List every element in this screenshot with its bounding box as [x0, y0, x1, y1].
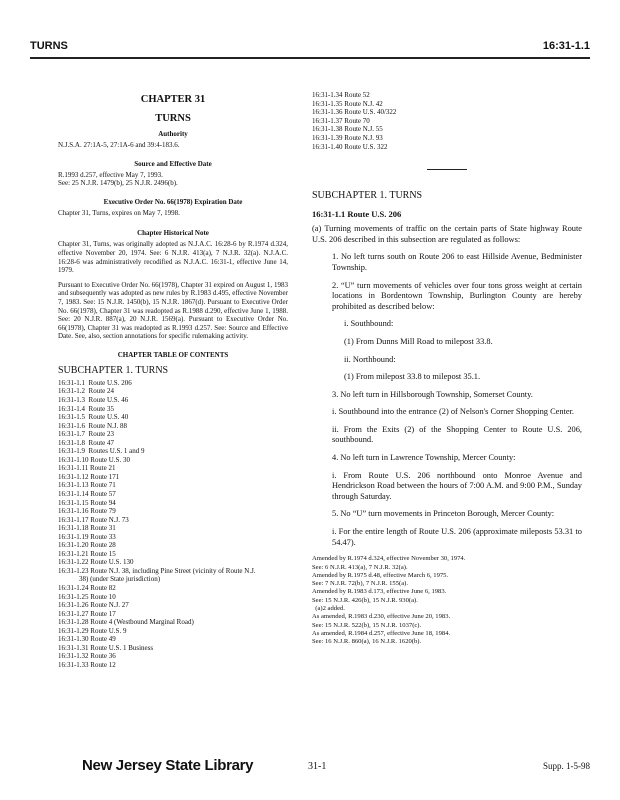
- item-2-ii-1: (1) From milepost 33.8 to milepost 35.1.: [344, 372, 481, 382]
- toc-entry: 16:31-1.17 Route N.J. 73: [58, 515, 129, 524]
- amendment-line: As amended, R.1984 d.257, effective June 18, 1984.: [312, 629, 451, 637]
- toc-entry: 16:31-1.28 Route 4 (Westbound Marginal Road): [58, 618, 194, 627]
- item-1: 1. No left turns south on Route 206 to east Hillside Avenue, Bedminister Township.: [332, 252, 582, 272]
- source-line-2: See: 25 N.J.R. 1479(b), 25 N.J.R. 2496(b).: [58, 179, 178, 188]
- toc-heading: CHAPTER TABLE OF CONTENTS: [117, 350, 229, 359]
- amendment-line: Amended by R.1974 d.324, effective November 30, 1974.: [312, 555, 466, 563]
- amendment-line: See: 7 N.J.R. 72(b), 7 N.J.R. 155(a).: [312, 580, 408, 588]
- toc-entry: 16:31-1.5 Route U.S. 40: [58, 413, 129, 422]
- toc-entry: 16:31-1.13 Route 71: [58, 481, 116, 490]
- amendment-line: (a)2 added.: [312, 605, 345, 612]
- amendment-line: Amended by R.1975 d.48, effective March 6, 1975.: [312, 571, 449, 579]
- header-rule: [30, 57, 590, 59]
- toc-entry: 16:31-1.10 Route U.S. 30: [58, 455, 130, 464]
- header-section-number: 16:31-1.1: [542, 40, 590, 52]
- toc-entry: 16:31-1.34 Route 52: [312, 91, 370, 99]
- supplement-date: Supp. 1-5-98: [543, 761, 590, 771]
- toc-entry: 16:31-1.9 Routes U.S. 1 and 9: [58, 447, 145, 456]
- toc-entry: 16:31-1.40 Route U.S. 322: [312, 142, 388, 151]
- header-title: TURNS: [30, 40, 68, 52]
- toc-entry: 16:31-1.31 Route U.S. 1 Business: [58, 643, 154, 652]
- toc-entry: 16:31-1.36 Route U.S. 40/322: [312, 108, 397, 117]
- historical-note-heading: Chapter Historical Note: [137, 229, 209, 238]
- toc-entry: 16:31-1.22 Route U.S. 130: [58, 558, 134, 567]
- source-line-1: R.1993 d.257, effective May 7, 1993.: [58, 170, 163, 179]
- toc-entry: 16:31-1.18 Route 31: [58, 524, 116, 533]
- toc-entry: 16:31-1.37 Route 70: [312, 116, 370, 125]
- toc-entry: 16:31-1.15 Route 94: [58, 498, 116, 507]
- toc-entry: 16:31-1.30 Route 49: [58, 635, 116, 644]
- toc-entry: 16:31-1.27 Route 17: [58, 609, 116, 618]
- toc-entry: 16:31-1.23 Route N.J. 38, including Pine Street (vicinity of Route N.J.: [58, 566, 256, 575]
- source-heading: Source and Effective Date: [134, 159, 212, 168]
- library-stamp: New Jersey State Library: [82, 757, 254, 774]
- chapter-title: TURNS: [155, 113, 191, 124]
- historical-note-para-2: Pursuant to Executive Order No. 66(1978), Chapter 31 expired on August 1, 1983 and subsequently was adopted as new rules by R.1983 d.495, effective November 7, 1983. See: 15 N.J.R. 1450(b), 15 N.J.R. 1867(d). Pursuant to Executive Order No. 66(1978), Chapter 31 was readopted as R.1988 d.290, effective June 1, 1988. See: 20 N.J.R. 887(a), 20 N.J.R. 1569(a). Pursuant to Executive Order No. 66(1978), Chapter 31 was readopted as R.1993 d.257. See: Source and Effective Date. See, also, section annotations for specific rulemaking activity.: [58, 280, 288, 341]
- toc-entry: 16:31-1.38 Route N.J. 55: [312, 125, 383, 134]
- toc-entry: 16:31-1.7 Route 23: [58, 430, 114, 439]
- item-2-i: i. Southbound:: [344, 319, 394, 329]
- toc-entry: 16:31-1.14 Route 57: [58, 490, 116, 499]
- toc-entry: 16:31-1.4 Route 35: [58, 404, 114, 413]
- toc-entry: 16:31-1.25 Route 10: [58, 592, 116, 601]
- para-a: (a) Turning movements of traffic on the certain parts of State highway Route U.S. 206 described in this subsection are regulated as follows:: [312, 224, 582, 244]
- item-5: 5. No “U” turn movements in Princeton Borough, Mercer County:: [332, 509, 555, 519]
- amendment-history: [312, 555, 582, 646]
- toc-entry: 16:31-1.8 Route 47: [58, 438, 114, 447]
- toc-entry: 16:31-1.3 Route U.S. 46: [58, 396, 129, 404]
- executive-order-heading: Executive Order No. 66(1978) Expiration Date: [103, 197, 243, 206]
- toc-entry: 16:31-1.6 Route N.J. 88: [58, 421, 128, 430]
- subchapter-heading: SUBCHAPTER 1. TURNS: [312, 190, 423, 202]
- toc-entry: 16:31-1.26 Route N.J. 27: [58, 601, 129, 610]
- section-divider: [427, 169, 467, 170]
- toc-entry: 16:31-1.35 Route N.J. 42: [312, 99, 383, 108]
- authority-text: N.J.S.A. 27:1A-5, 27:1A-6 and 39:4-183.6.: [58, 141, 180, 149]
- toc-entry: 16:31-1.29 Route U.S. 9: [58, 626, 127, 635]
- item-4: 4. No left turn in Lawrence Township, Mercer County:: [332, 453, 516, 463]
- item-2-ii: ii. Northbound:: [344, 354, 396, 364]
- toc-entry: 16:31-1.16 Route 79: [58, 507, 116, 516]
- amendment-line: See: 15 N.J.R. 522(b), 15 N.J.R. 1037(c).: [312, 621, 422, 629]
- toc-entry: 16:31-1.33 Route 12: [58, 660, 116, 669]
- item-4-i: i. From Route U.S. 206 northbound onto Monroe Avenue and Hendrickson Road between the hours of 7:00 A.M. and 9:00 P.M., Sunday through Saturday.: [332, 470, 582, 501]
- executive-order-text: Chapter 31, Turns, expires on May 7, 1998.: [58, 208, 180, 217]
- amendment-line: See: 16 N.J.R. 860(a), 16 N.J.R. 1620(b).: [312, 638, 422, 646]
- toc-subchapter: SUBCHAPTER 1. TURNS: [58, 364, 169, 376]
- chapter-number: CHAPTER 31: [140, 94, 206, 105]
- toc-list: [58, 379, 288, 670]
- amendment-line: As amended, R.1983 d.230, effective June 20, 1983.: [312, 613, 451, 621]
- toc-entry: 16:31-1.20 Route 28: [58, 541, 116, 550]
- toc-entry: 16:31-1.19 Route 33: [58, 532, 116, 541]
- amendment-line: Amended by R.1983 d.173, effective June 6, 1983.: [312, 588, 447, 596]
- section-heading: 16:31-1.1 Route U.S. 206: [312, 209, 402, 220]
- toc-entry: 16:31-1.24 Route 82: [58, 584, 116, 593]
- amendment-line: See: 15 N.J.R. 426(b), 15 N.J.R. 930(a).: [312, 596, 418, 604]
- page-number: 31-1: [308, 761, 327, 772]
- toc-entry: 16:31-1.12 Route 171: [58, 472, 120, 481]
- right-column: [312, 91, 582, 646]
- toc-entry: 16:31-1.11 Route 21: [58, 464, 116, 473]
- toc-entry: 16:31-1.32 Route 36: [58, 652, 116, 661]
- toc-list-continued: [312, 91, 582, 151]
- item-2-i-1: (1) From Dunns Mill Road to milepost 33.8.: [344, 336, 493, 346]
- authority-heading: Authority: [158, 130, 188, 138]
- toc-entry: 38) (under State jurisdiction): [58, 575, 161, 584]
- historical-note-para-1: Chapter 31, Turns, was originally adopted as N.J.A.C. 16:28-6 by R.1974 d.324, effective November 20, 1974. See: 6 N.J.R. 413(a), 7 N.J.R. 32(a). N.J.A.C. 16:28-6 was administratively recodified as N.J.A.C. 16:31-1, effective June 14, 1979.: [58, 240, 288, 275]
- amendment-line: See: 6 N.J.R. 413(a), 7 N.J.R. 32(a).: [312, 563, 408, 571]
- item-3-ii: ii. From the Exits (2) of the Shopping Center to Route U.S. 206, southbound.: [332, 424, 582, 445]
- page-header: [30, 40, 590, 56]
- item-2: 2. “U” turn movements of vehicles over four tons gross weight at certain locations in Bordentown Township, Burlington County are hereby prohibited as described below:: [332, 280, 582, 311]
- item-3: 3. No left turn in Hillsborough Township, Somerset County.: [332, 389, 533, 399]
- page-footer: [30, 757, 590, 777]
- toc-entry: 16:31-1.1 Route U.S. 206: [58, 378, 132, 387]
- toc-entry: 16:31-1.2 Route 24: [58, 387, 114, 396]
- left-column: [58, 84, 288, 670]
- toc-entry: 16:31-1.21 Route 15: [58, 549, 116, 558]
- item-5-i: i. For the entire length of Route U.S. 206 (approximate mileposts 53.31 to 54.47).: [332, 527, 582, 547]
- toc-entry: 16:31-1.39 Route N.J. 93: [312, 133, 383, 142]
- item-3-i: i. Southbound into the entrance (2) of Nelson's Corner Shopping Center.: [332, 407, 575, 417]
